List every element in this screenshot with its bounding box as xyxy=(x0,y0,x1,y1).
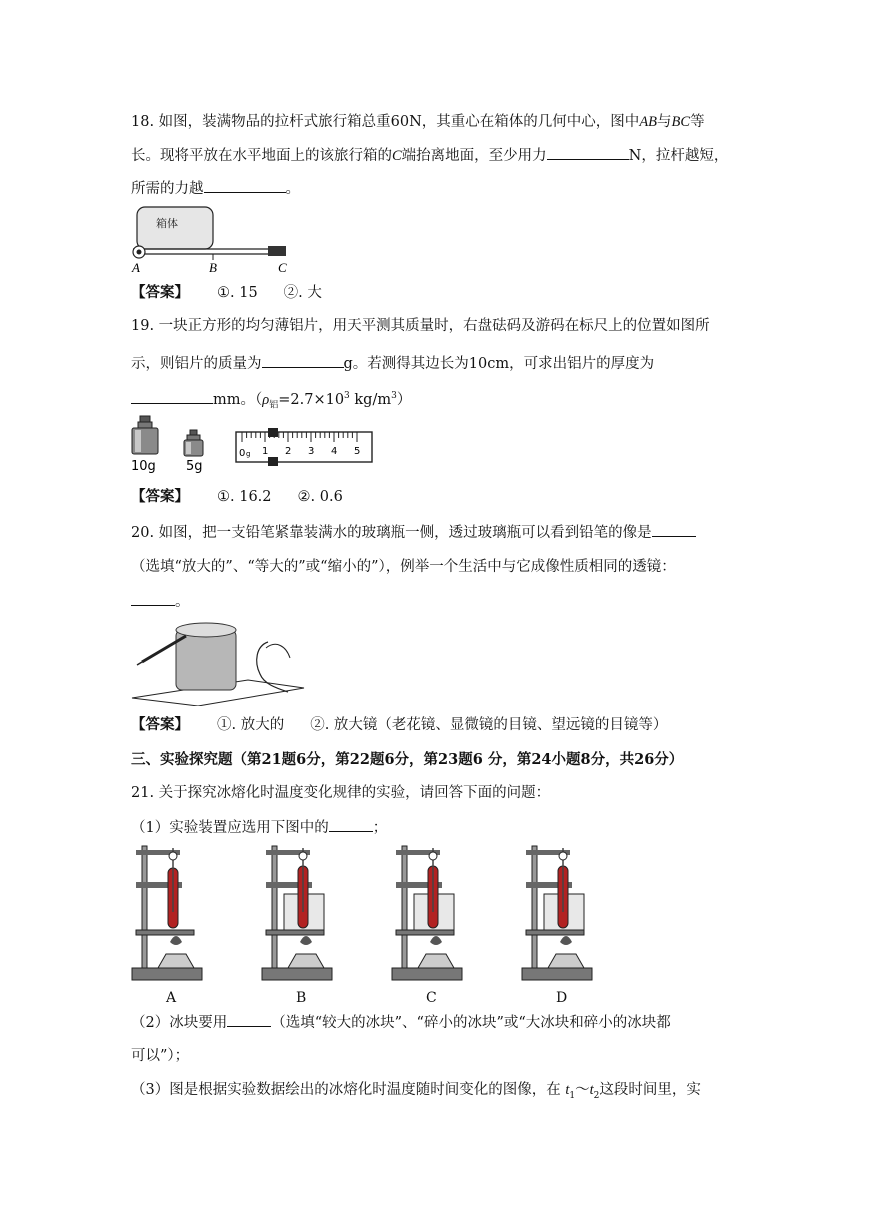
q18-line-3 xyxy=(131,178,300,199)
q18-blank-trend[interactable] xyxy=(204,178,286,193)
water-bottle xyxy=(176,630,236,690)
section-title: 三、实验探究题（第21题6分，第22题6分，第23题6 分，第24小题8分，共26分） xyxy=(131,751,684,768)
q21-apparatus-figures xyxy=(128,842,598,1008)
answer-2: ②. 大 xyxy=(283,285,322,301)
q18-segment-bc: BC xyxy=(671,114,691,130)
thermometer-clip xyxy=(429,852,437,860)
suitcase-label: 箱体 xyxy=(156,217,178,230)
exponent: 3 xyxy=(391,391,397,401)
density-subscript: 铝 xyxy=(269,400,279,411)
apparatus-label-a: A xyxy=(166,990,177,1006)
q21-text: （1）实验装置应选用下图中的 xyxy=(131,820,329,836)
alcohol-lamp xyxy=(418,954,454,968)
answer-label: 【答案】 xyxy=(131,716,189,733)
stand-base xyxy=(392,968,462,980)
q21-sub-2 xyxy=(131,1012,671,1033)
flame-icon xyxy=(300,936,312,945)
q19-text: mm。（ xyxy=(213,391,263,408)
hair-icon xyxy=(266,644,290,658)
q19-line-2 xyxy=(131,353,654,374)
q21-blank-ice[interactable] xyxy=(227,1012,271,1027)
stand-base xyxy=(522,968,592,980)
answer-1: ①. 15 xyxy=(217,285,258,301)
flame-icon xyxy=(170,936,182,945)
q21-blank-apparatus[interactable] xyxy=(329,817,373,832)
stand-base xyxy=(262,968,332,980)
apparatus-label-d: D xyxy=(556,990,568,1006)
answer-label: 【答案】 xyxy=(131,488,189,505)
q20-line-2: （选填“放大的”、“等大的”或“缩小的”），例举一个生活中与它成像性质相同的透镜： xyxy=(131,559,676,575)
q21-text: （选填“较大的冰块”、“碎小的冰块”或“大冰块和碎小的冰块都 xyxy=(271,1015,671,1031)
time-subscript: 2 xyxy=(593,1090,600,1101)
flame-icon xyxy=(430,936,442,945)
q19-balance-figure xyxy=(128,412,378,478)
q21-text: ； xyxy=(372,820,388,836)
stand-rod xyxy=(532,846,537,968)
q18-text: 等 xyxy=(690,114,705,130)
q20-line-3 xyxy=(131,591,190,612)
alcohol-lamp xyxy=(548,954,584,968)
scale-label-0: 0 xyxy=(239,448,246,459)
q19-answer xyxy=(131,487,343,507)
point-b-label: B xyxy=(209,260,217,275)
time-symbol: t xyxy=(565,1082,570,1098)
thermometer-clip xyxy=(559,852,567,860)
answer-label: 【答案】 xyxy=(131,284,189,301)
time-subscript: 1 xyxy=(569,1090,576,1101)
wheel-axle-icon xyxy=(137,250,142,255)
scale-label-2: 2 xyxy=(285,446,292,457)
q18-point-c: C xyxy=(392,148,402,164)
q20-text: 20. 如图，把一支铅笔紧靠装满水的玻璃瓶一侧，透过玻璃瓶可以看到铅笔的像是 xyxy=(131,525,652,541)
q21-sub-3 xyxy=(131,1080,701,1106)
scale-label-4: 4 xyxy=(331,446,338,457)
q18-line-1 xyxy=(131,112,705,132)
stand-rod xyxy=(402,846,407,968)
suitcase-grip xyxy=(268,246,286,256)
q19-text: 示，则铝片的质量为 xyxy=(131,356,262,372)
q19-line-1: 19. 一块正方形的均匀薄铝片，用天平测其质量时，右盘砝码及游码在标尺上的位置如图所 xyxy=(131,318,710,334)
scale-label-1: 1 xyxy=(262,446,269,457)
ring-support xyxy=(526,930,584,935)
pencil-tip-icon xyxy=(137,662,142,665)
alcohol-lamp xyxy=(158,954,194,968)
q19-text: ） xyxy=(396,391,412,408)
answer-1: ①. 放大的 xyxy=(217,717,285,733)
q21-text: ～ xyxy=(575,1082,590,1098)
stand-rod xyxy=(272,846,277,968)
weight-5g-label: 5g xyxy=(186,459,203,474)
apparatus-label-b: B xyxy=(296,990,307,1006)
q20-blank-image[interactable] xyxy=(652,522,696,537)
q18-text: 所需的力越 xyxy=(131,181,204,197)
q20-blank-lens[interactable] xyxy=(131,591,175,606)
q18-segment-ab: AB xyxy=(639,114,658,130)
q19-text: kg/m xyxy=(349,391,392,408)
q19-text: =2.7×10 xyxy=(278,391,345,408)
time-symbol: t xyxy=(589,1082,594,1098)
q18-text: 18. 如图，装满物品的拉杆式旅行箱总重60N，其重心在箱体的几何中心，图中 xyxy=(131,114,640,130)
q20-text: 。 xyxy=(175,594,190,610)
answer-2: ②. 放大镜（老花镜、显微镜的目镜、望远镜的目镜等） xyxy=(310,717,668,733)
q20-line-1 xyxy=(131,522,696,543)
thermometer-clip xyxy=(169,852,177,860)
q18-text: N，拉杆越短， xyxy=(628,148,729,164)
q21-text: （3）图是根据实验数据绘出的冰熔化时温度随时间变化的图像，在 xyxy=(131,1082,566,1098)
apparatus-label-c: C xyxy=(426,990,437,1006)
q20-bottle-figure xyxy=(128,618,308,706)
q18-text: 与 xyxy=(657,114,672,130)
density-symbol: ρ xyxy=(262,391,270,408)
ring-support xyxy=(396,930,454,935)
stand-rod xyxy=(142,846,147,968)
q21-text: 这段时间里，实 xyxy=(599,1082,701,1098)
alcohol-lamp xyxy=(288,954,324,968)
q19-text: g。若测得其边长为10cm，可求出铝片的厚度为 xyxy=(343,356,655,372)
ring-support xyxy=(136,930,194,935)
q18-line-2 xyxy=(131,145,728,166)
q20-answer xyxy=(131,715,667,735)
thermometer-clip xyxy=(299,852,307,860)
q18-suitcase-figure xyxy=(128,204,298,276)
answer-1: ①. 16.2 xyxy=(217,489,272,505)
scale-label-5: 5 xyxy=(354,446,361,457)
scale-label-3: 3 xyxy=(308,446,315,457)
q21-line-1: 21. 关于探究冰熔化时温度变化规律的实验，请回答下面的问题： xyxy=(131,785,551,801)
weight-10g-icon xyxy=(132,416,158,454)
q18-blank-force[interactable] xyxy=(547,145,629,160)
q21-sub-1 xyxy=(131,817,387,838)
q18-text: 。 xyxy=(285,181,300,197)
point-a-label: A xyxy=(132,260,140,275)
point-c-label: C xyxy=(278,260,287,275)
exponent: 3 xyxy=(344,391,350,401)
q19-blank-mass[interactable] xyxy=(262,353,344,368)
weight-5g-icon xyxy=(184,430,203,456)
rider-top xyxy=(268,428,278,437)
q21-sub-2-cont: 可以”）； xyxy=(131,1048,190,1064)
ring-support xyxy=(266,930,324,935)
rider-scale xyxy=(236,432,372,462)
rider-bottom xyxy=(268,457,278,466)
scale-unit: g xyxy=(246,450,251,458)
stand-base xyxy=(132,968,202,980)
q18-text: 端抬离地面，至少用力 xyxy=(401,148,547,164)
answer-2: ②. 0.6 xyxy=(297,489,343,505)
q18-text: 长。现将平放在水平地面上的该旅行箱的 xyxy=(131,148,392,164)
q21-text: （2）冰块要用 xyxy=(131,1015,228,1031)
weight-10g-label: 10g xyxy=(131,459,156,474)
apparatus-svg xyxy=(128,842,598,982)
q19-blank-thickness[interactable] xyxy=(131,389,213,404)
q18-answer xyxy=(131,283,322,303)
flame-icon xyxy=(560,936,572,945)
